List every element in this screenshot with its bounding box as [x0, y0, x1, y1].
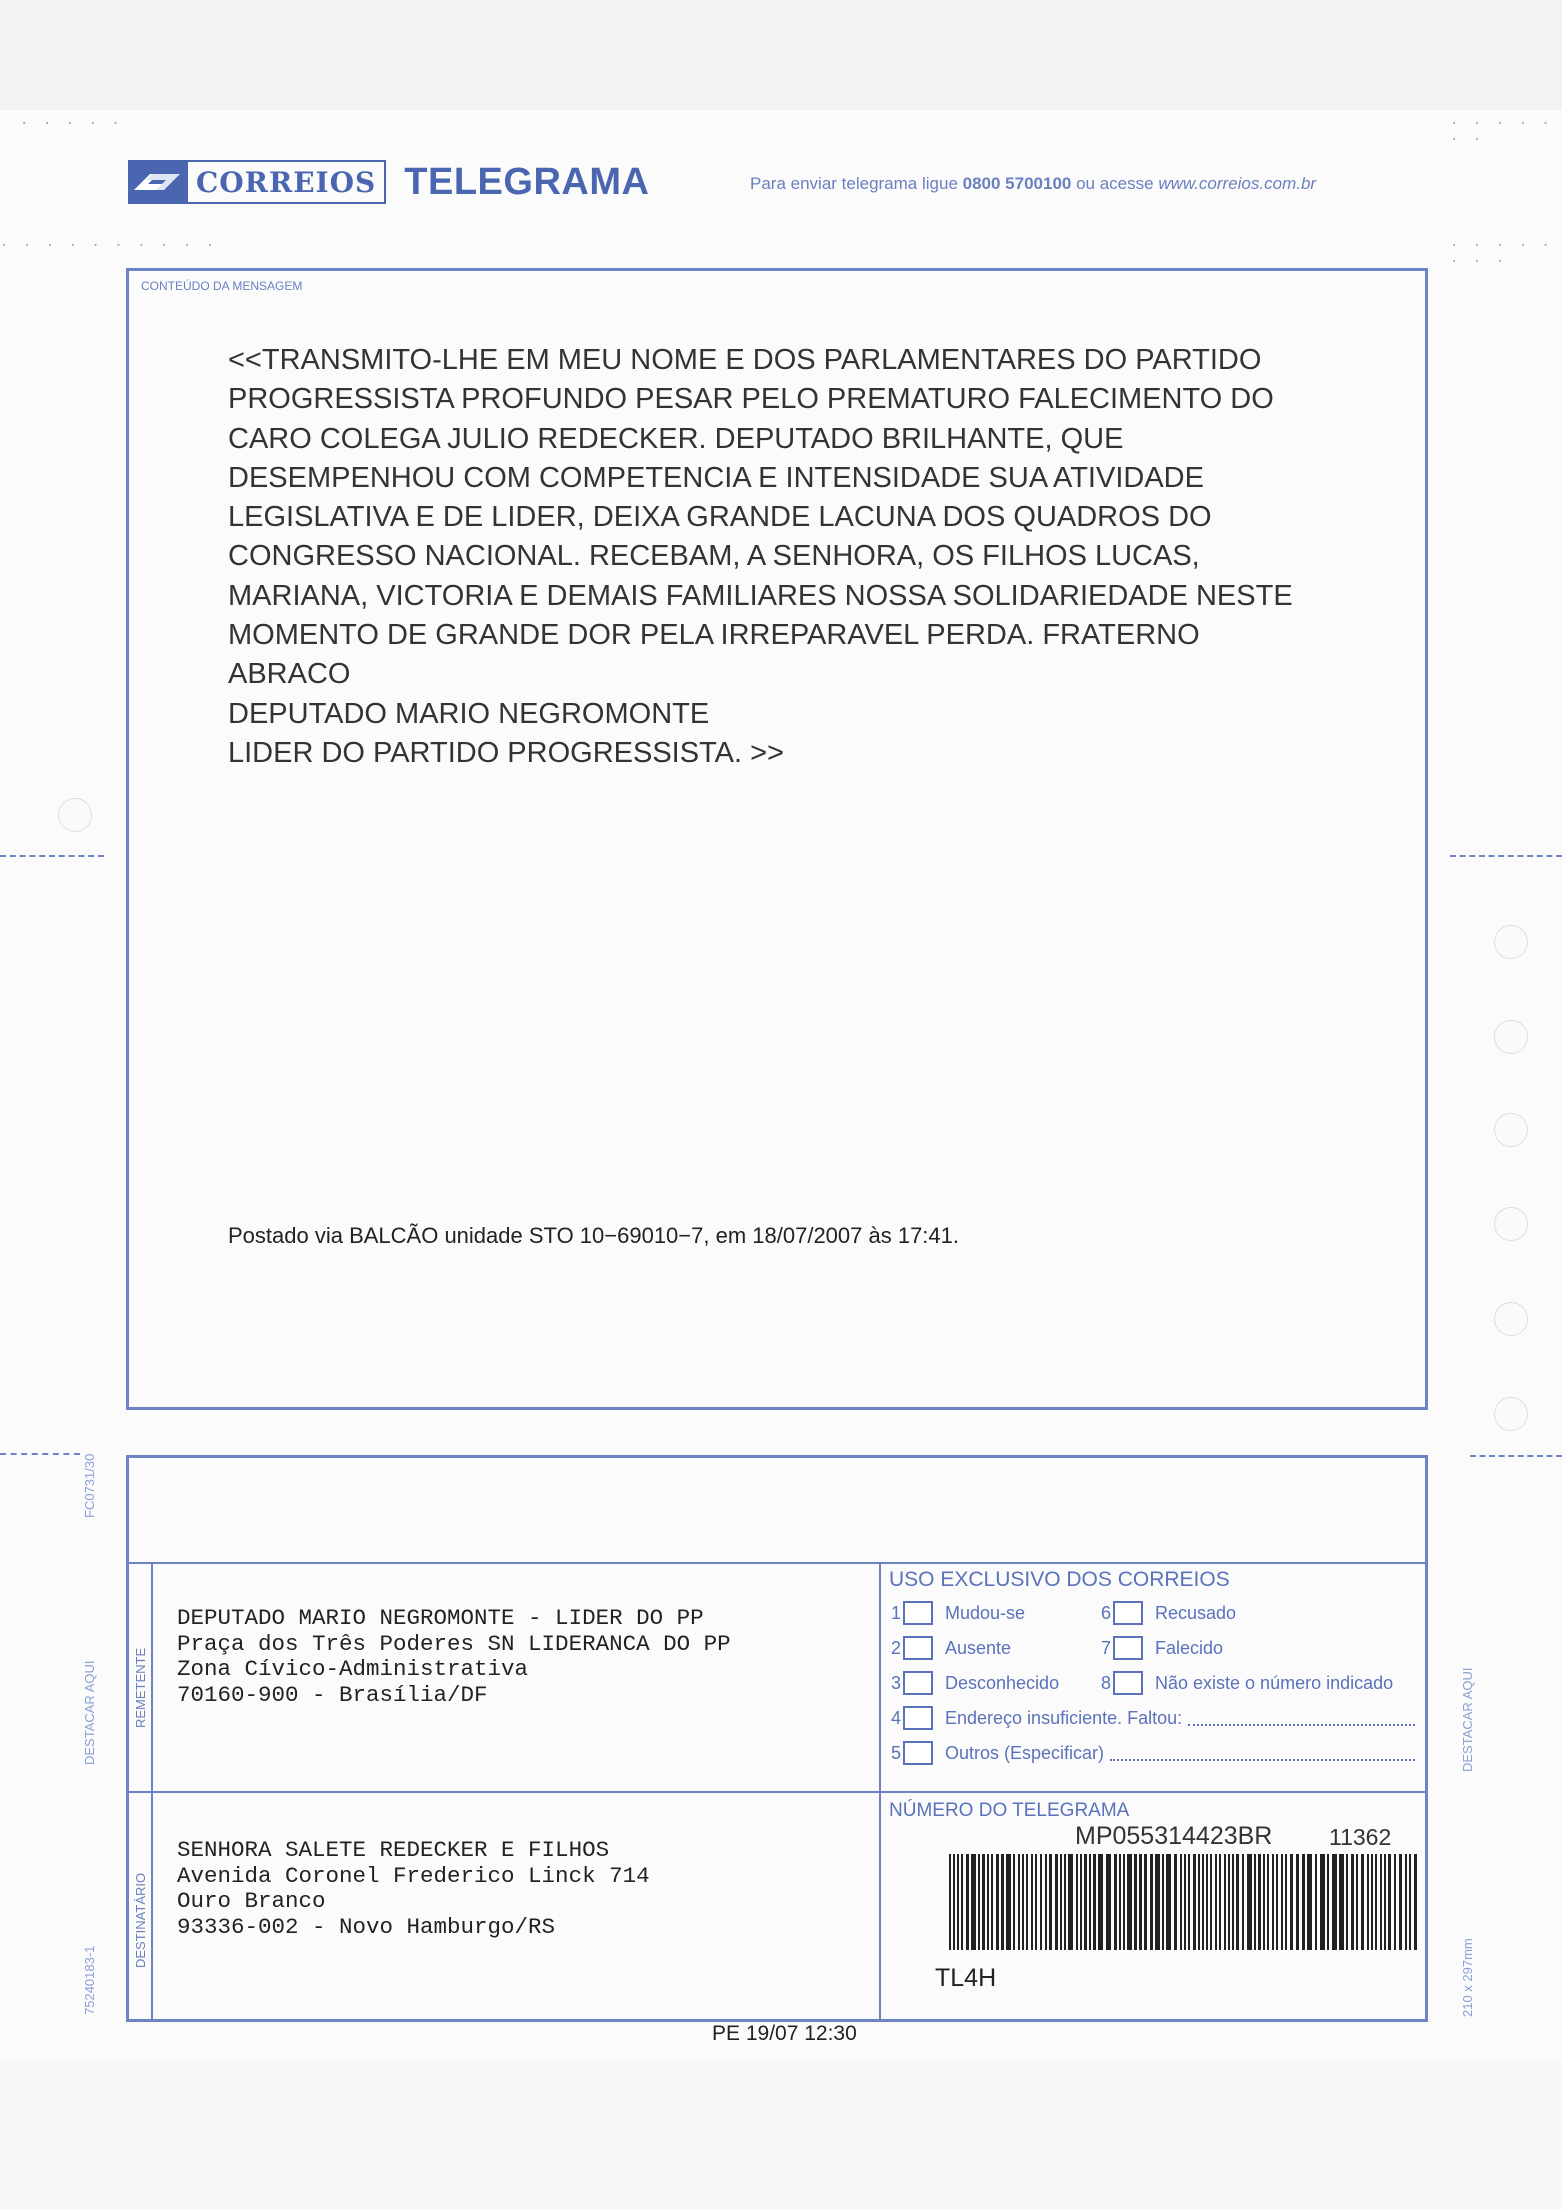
- correios-logo: [128, 160, 649, 204]
- option-label: Não existe o número indicado: [1155, 1672, 1394, 1693]
- option-checkbox[interactable]: [903, 1636, 933, 1660]
- address-line: 93336-002 - Novo Hamburgo/RS: [177, 1913, 556, 1940]
- barcode-bar: [949, 1854, 951, 1950]
- barcode-bar: [1247, 1854, 1252, 1950]
- tear-line: [1450, 855, 1562, 857]
- barcode-bar: [1236, 1854, 1239, 1950]
- barcode-bar: [1290, 1854, 1293, 1950]
- detach-here-left: DESTACAR AQUI: [82, 1660, 97, 1765]
- barcode-bar: [1127, 1854, 1132, 1950]
- barcode-bar: [1285, 1854, 1287, 1950]
- barcode-bar: [1228, 1854, 1230, 1950]
- detach-here-right: DESTACAR AQUI: [1460, 1667, 1475, 1772]
- message-box: [126, 268, 1428, 1410]
- barcode-bar: [1064, 1854, 1066, 1950]
- paper-size: 210 x 297mm: [1460, 1938, 1475, 2017]
- barcode-bar: [1150, 1854, 1153, 1950]
- contact-mid: ou acesse: [1071, 174, 1159, 193]
- message-line: ABRACO: [228, 658, 351, 691]
- top-strip: [0, 0, 1562, 110]
- perforation-dots: · · · · ·: [20, 116, 123, 132]
- option-outros[interactable]: [889, 1741, 1415, 1765]
- barcode-bar: [1206, 1854, 1208, 1950]
- punch-hole: [1494, 1207, 1528, 1241]
- barcode-bar: [1134, 1854, 1137, 1950]
- barcode-bar: [1198, 1854, 1200, 1950]
- perforation-dots: · · · · · · ·: [1450, 116, 1553, 148]
- barcode-bar: [961, 1854, 963, 1950]
- barcode-bar: [966, 1854, 969, 1950]
- barcode-bar: [1210, 1854, 1212, 1950]
- address-line: 70160-900 - Brasília/DF: [177, 1681, 488, 1708]
- barcode: [949, 1854, 1417, 1950]
- barcode-bar: [1367, 1854, 1369, 1950]
- uso-exclusivo-title: USO EXCLUSIVO DOS CORREIOS: [889, 1568, 1230, 1591]
- barcode-bar: [1076, 1854, 1078, 1950]
- barcode-bar: [1031, 1854, 1033, 1950]
- barcode-bar: [1315, 1854, 1317, 1950]
- recipient-label: DESTINATÁRIO: [133, 1872, 148, 1968]
- option-label: Mudou-se: [945, 1602, 1026, 1623]
- barcode-bar: [1302, 1854, 1305, 1950]
- option-nao-existe[interactable]: [1099, 1671, 1393, 1695]
- option-mudou-se[interactable]: [889, 1601, 1025, 1625]
- barcode-bar: [1388, 1854, 1391, 1950]
- punch-hole: [1494, 1302, 1528, 1336]
- barcode-bar: [1055, 1854, 1058, 1950]
- punch-hole: [1494, 1020, 1528, 1054]
- barcode-bar: [1144, 1854, 1147, 1950]
- option-checkbox[interactable]: [903, 1706, 933, 1730]
- message-line: MOMENTO DE GRANDE DOR PELA IRREPARAVEL PERDA. FRATERNO: [228, 619, 1200, 652]
- fill-in-line[interactable]: [1110, 1745, 1415, 1761]
- telegram-code: TL4H: [935, 1964, 997, 1992]
- message-line: LEGISLATIVA E DE LIDER, DEIXA GRANDE LACUNA DOS QUADROS DO: [228, 501, 1212, 534]
- barcode-bar: [1166, 1854, 1171, 1950]
- barcode-bar: [1272, 1854, 1274, 1950]
- barcode-bar: [1139, 1854, 1142, 1950]
- punch-hole: [1494, 1397, 1528, 1431]
- barcode-bar: [957, 1854, 959, 1950]
- option-ausente[interactable]: [889, 1636, 1011, 1660]
- barcode-bar: [1188, 1854, 1190, 1950]
- barcode-bar: [1089, 1854, 1091, 1950]
- barcode-bar: [1219, 1854, 1221, 1950]
- barcode-bar: [1351, 1854, 1354, 1950]
- barcode-bar: [1068, 1854, 1073, 1950]
- fill-in-line[interactable]: [1188, 1710, 1415, 1726]
- barcode-bar: [1080, 1854, 1082, 1950]
- barcode-bar: [1022, 1854, 1024, 1950]
- barcode-bar: [1361, 1854, 1364, 1950]
- delivery-stamp: PE 19/07 12:30: [712, 2022, 857, 2045]
- address-line: Praça dos Três Poderes SN LIDERANCA DO PP: [177, 1630, 731, 1657]
- option-checkbox[interactable]: [1113, 1671, 1143, 1695]
- barcode-bar: [982, 1854, 985, 1950]
- barcode-bar: [978, 1854, 980, 1950]
- option-number: 2: [890, 1637, 901, 1658]
- option-label: Desconhecido: [945, 1672, 1060, 1693]
- divider: [879, 1562, 881, 2019]
- barcode-bar: [1001, 1854, 1004, 1950]
- telegram-number-label: NÚMERO DO TELEGRAMA: [889, 1800, 1130, 1821]
- barcode-bar: [1232, 1854, 1234, 1950]
- message-line: CARO COLEGA JULIO REDECKER. DEPUTADO BRILHANTE, QUE: [228, 422, 1124, 455]
- serial-code: 75240183-1: [82, 1945, 97, 2015]
- barcode-bar: [1380, 1854, 1382, 1950]
- barcode-bar: [1035, 1854, 1037, 1950]
- barcode-bar: [1162, 1854, 1164, 1950]
- address-line: Avenida Coronel Frederico Linck 714: [177, 1862, 650, 1889]
- tear-line: [0, 855, 104, 857]
- telegram-sequence: 11362: [1329, 1824, 1392, 1850]
- barcode-bar: [1375, 1854, 1377, 1950]
- barcode-bar: [1040, 1854, 1042, 1950]
- option-label: Endereço insuficiente. Faltou:: [945, 1707, 1183, 1728]
- barcode-bar: [1242, 1854, 1244, 1950]
- recipient-address: [177, 1838, 650, 1940]
- barcode-bar: [1215, 1854, 1217, 1950]
- punch-hole: [1494, 925, 1528, 959]
- contact-prefix: Para enviar telegrama ligue: [750, 174, 963, 193]
- barcode-bar: [1202, 1854, 1204, 1950]
- option-label: Falecido: [1155, 1637, 1224, 1658]
- barcode-bar: [1409, 1854, 1411, 1950]
- contact-website: www.correios.com.br: [1158, 174, 1317, 193]
- barcode-bar: [1346, 1854, 1348, 1950]
- barcode-bar: [1119, 1854, 1121, 1950]
- option-label: Recusado: [1155, 1602, 1237, 1623]
- contact-info: [750, 174, 1316, 194]
- barcode-bar: [1405, 1854, 1407, 1950]
- document-title: TELEGRAMA: [404, 160, 650, 203]
- barcode-bar: [1013, 1854, 1015, 1950]
- barcode-bar: [1093, 1854, 1096, 1950]
- correios-arrows-icon: [128, 160, 186, 204]
- message-line: CONGRESSO NACIONAL. RECEBAM, A SENHORA, OS FILHOS LUCAS,: [228, 540, 1200, 573]
- sender-address: [177, 1606, 731, 1708]
- barcode-bar: [1384, 1854, 1386, 1950]
- barcode-bar: [1394, 1854, 1396, 1950]
- barcode-bar: [1281, 1854, 1283, 1950]
- barcode-bar: [1258, 1854, 1261, 1950]
- barcode-bar: [996, 1854, 999, 1950]
- barcode-bar: [1180, 1854, 1182, 1950]
- barcode-bar: [1307, 1854, 1312, 1950]
- message-text: [228, 341, 1378, 773]
- option-number: 7: [1100, 1637, 1111, 1658]
- barcode-bar: [1106, 1854, 1111, 1950]
- posted-info: Postado via BALCÃO unidade STO 10−69010−7, em 18/07/2007 às 17:41.: [228, 1223, 960, 1248]
- message-line: PROGRESSISTA PROFUNDO PESAR PELO PREMATURO FALECIMENTO DO: [228, 383, 1274, 416]
- barcode-bar: [1045, 1854, 1047, 1950]
- option-checkbox[interactable]: [903, 1741, 933, 1765]
- barcode-bar: [1399, 1854, 1402, 1950]
- perforation-dots: · · · · · · · ·: [1450, 238, 1553, 270]
- option-number: 3: [890, 1672, 901, 1693]
- barcode-bar: [987, 1854, 989, 1950]
- option-number: 5: [890, 1742, 901, 1763]
- form-code: FC0731/30: [82, 1453, 97, 1518]
- punch-hole: [58, 798, 92, 832]
- barcode-bar: [1332, 1854, 1337, 1950]
- address-line: SENHORA SALETE REDECKER E FILHOS: [177, 1837, 610, 1863]
- telegram-number: MP055314423BR: [1075, 1822, 1273, 1850]
- address-line: DEPUTADO MARIO NEGROMONTE - LIDER DO PP: [177, 1605, 704, 1631]
- barcode-bar: [1018, 1854, 1020, 1950]
- punch-hole: [1494, 1113, 1528, 1147]
- option-number: 6: [1100, 1602, 1111, 1623]
- option-label: Outros (Especificar): [945, 1742, 1105, 1763]
- option-checkbox[interactable]: [903, 1601, 933, 1625]
- message-label: CONTEÚDO DA MENSAGEM: [141, 279, 303, 293]
- barcode-bar: [1371, 1854, 1373, 1950]
- option-desconhecido[interactable]: [889, 1671, 1059, 1695]
- message-line: <<TRANSMITO-LHE EM MEU NOME E DOS PARLAMENTARES DO PARTIDO: [228, 344, 1262, 376]
- barcode-bar: [971, 1854, 976, 1950]
- option-falecido[interactable]: [1099, 1636, 1223, 1660]
- tear-line: [0, 1453, 80, 1455]
- option-checkbox[interactable]: [1113, 1601, 1143, 1625]
- message-line: MARIANA, VICTORIA E DEMAIS FAMILIARES NOSSA SOLIDARIEDADE NESTE: [228, 579, 1293, 612]
- divider: [129, 1791, 1425, 1793]
- option-number: 1: [890, 1602, 901, 1623]
- barcode-bar: [1193, 1854, 1196, 1950]
- option-endereco-insuficiente[interactable]: [889, 1706, 1415, 1730]
- option-recusado[interactable]: [1099, 1601, 1236, 1625]
- option-number: 8: [1100, 1672, 1111, 1693]
- barcode-bar: [1060, 1854, 1062, 1950]
- barcode-bar: [1026, 1854, 1028, 1950]
- barcode-bar: [1267, 1854, 1269, 1950]
- barcode-bar: [1254, 1854, 1256, 1950]
- barcode-bar: [1320, 1854, 1325, 1950]
- barcode-bar: [1114, 1854, 1117, 1950]
- barcode-bar: [1414, 1854, 1417, 1950]
- barcode-bar: [1098, 1854, 1103, 1950]
- barcode-bar: [1155, 1854, 1160, 1950]
- option-label: Ausente: [945, 1637, 1012, 1658]
- address-line: Zona Cívico-Administrativa: [177, 1656, 529, 1682]
- message-line: DESEMPENHOU COM COMPETENCIA E INTENSIDADE SUA ATIVIDADE: [228, 461, 1204, 494]
- divider: [129, 1562, 1425, 1564]
- barcode-bar: [1356, 1854, 1358, 1950]
- contact-phone: 0800 5700100: [962, 174, 1072, 193]
- barcode-bar: [1123, 1854, 1125, 1950]
- option-checkbox[interactable]: [903, 1671, 933, 1695]
- barcode-bar: [1006, 1854, 1011, 1950]
- sender-label: REMETENTE: [133, 1647, 148, 1728]
- barcode-bar: [991, 1854, 993, 1950]
- perforation-dots: · · · · · · · · · ·: [0, 238, 218, 254]
- barcode-bar: [1296, 1854, 1299, 1950]
- barcode-bar: [1184, 1854, 1186, 1950]
- address-section: [126, 1455, 1428, 2022]
- option-number: 4: [890, 1707, 901, 1728]
- option-checkbox[interactable]: [1113, 1636, 1143, 1660]
- barcode-bar: [1049, 1854, 1052, 1950]
- barcode-bar: [1339, 1854, 1344, 1950]
- barcode-bar: [1224, 1854, 1226, 1950]
- address-line: Ouro Branco: [177, 1888, 326, 1914]
- barcode-bar: [1263, 1854, 1265, 1950]
- barcode-bar: [1327, 1854, 1329, 1950]
- barcode-bar: [1174, 1854, 1177, 1950]
- tear-line: [1470, 1455, 1562, 1457]
- barcode-bar: [1276, 1854, 1278, 1950]
- message-line: LIDER DO PARTIDO PROGRESSISTA. >>: [228, 736, 784, 769]
- divider: [151, 1562, 153, 2019]
- message-line: DEPUTADO MARIO NEGROMONTE: [228, 697, 710, 730]
- barcode-bar: [953, 1854, 955, 1950]
- brand-wordmark: CORREIOS: [186, 160, 386, 204]
- barcode-bar: [1084, 1854, 1087, 1950]
